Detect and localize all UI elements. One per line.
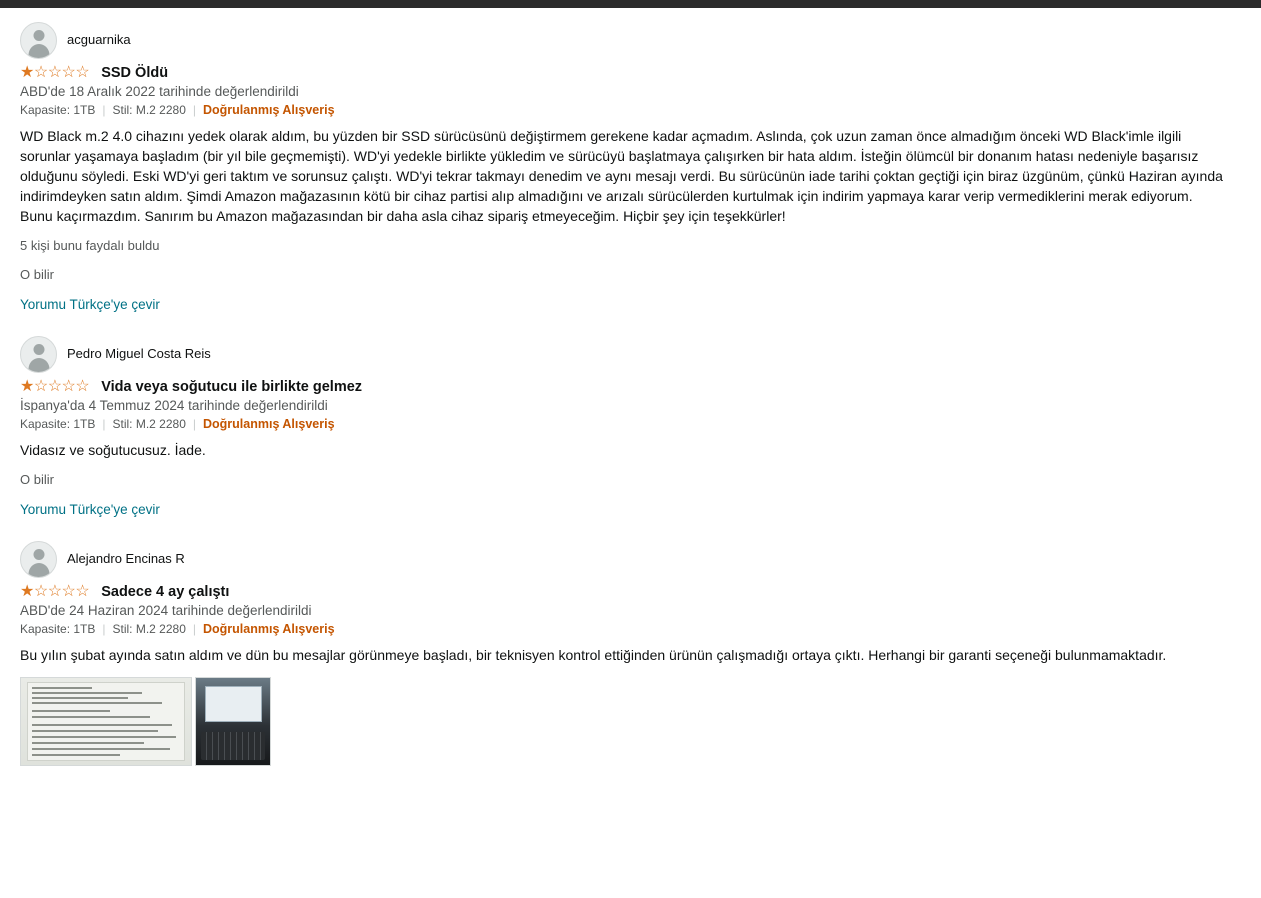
review-meta [20, 417, 1243, 431]
style-label: Stil: M.2 2280 [112, 103, 186, 117]
meta-divider: | [192, 417, 196, 432]
review-body: Vidasız ve soğutucusuz. İade. [20, 442, 206, 459]
reviewer-row [20, 541, 1243, 578]
review-date: ABD'de 24 Haziran 2024 tarihinde değerlendirildi [20, 603, 312, 619]
style-label: Stil: M.2 2280 [112, 622, 186, 637]
report-label[interactable]: O bilir [20, 472, 54, 488]
review-date: ABD'de 18 Aralık 2022 tarihinde değerlendirildi [20, 84, 299, 99]
review-meta [20, 622, 1243, 636]
photo-monitor [205, 686, 262, 722]
translate-review-link[interactable]: Yorumu Türkçe'ye çevir [20, 502, 160, 518]
capacity-label: Kapasite: 1TB [20, 622, 96, 637]
reviews-list [0, 22, 1261, 766]
photo-keyboard [201, 732, 265, 760]
star-rating[interactable]: ★☆☆☆☆ [20, 64, 90, 81]
review-item [20, 336, 1243, 527]
page-top-bar [0, 0, 1261, 8]
capacity-label: Kapasite: 1TB [20, 103, 96, 117]
avatar-icon [20, 336, 57, 373]
meta-divider: | [192, 622, 196, 637]
reviewer-row [20, 22, 1243, 59]
meta-divider: | [192, 103, 196, 117]
meta-divider: | [102, 103, 106, 117]
review-photo-laptop-setup[interactable] [195, 677, 271, 766]
review-photo-monitor-error[interactable] [20, 677, 192, 766]
review-title[interactable]: Vida veya soğutucu ile birlikte gelmez [101, 379, 363, 396]
reviewer-name[interactable]: acguarnika [67, 32, 131, 48]
rating-row [20, 379, 1243, 395]
review-title[interactable]: SSD Öldü [101, 65, 169, 81]
rating-row [20, 65, 1243, 81]
reviewer-name[interactable]: Pedro Miguel Costa Reis [67, 346, 211, 362]
review-item [20, 22, 1243, 322]
style-label: Stil: M.2 2280 [112, 417, 186, 432]
verified-purchase-badge: Doğrulanmış Alışveriş [203, 622, 335, 637]
star-rating[interactable]: ★☆☆☆☆ [20, 583, 90, 601]
avatar-icon [20, 22, 57, 59]
review-title[interactable]: Sadece 4 ay çalıştı [101, 584, 230, 601]
verified-purchase-badge: Doğrulanmış Alışveriş [203, 103, 335, 117]
review-date: İspanya'da 4 Temmuz 2024 tarihinde değerlendirildi [20, 398, 328, 414]
review-item [20, 541, 1243, 766]
review-body: Bu yılın şubat ayında satın aldım ve dün bu mesajlar görünmeye başladı, bir teknisyen kontrol ettiğinden ürünün çalışmadığı ortaya çıktı. Herhangi bir garanti seçeneği bulunmamaktadır. [20, 647, 1167, 664]
reviewer-name[interactable]: Alejandro Encinas R [67, 551, 185, 567]
review-body: WD Black m.2 4.0 cihazını yedek olarak aldım, bu yüzden bir SSD sürücüsünü değiştirmem gerekene kadar açmadım. Aslında, çok uzun zaman önce almadığım önceki WD Black'imle ilgili sorunlar yaşamaya başladım (bir yıl bile geçmemişti). WD'yi yedekle birlikte yükledim ve sürücüyü başlatmaya çalışırken bir hata aldım. İsteğin ölümcül bir donanım hatası nedeniyle başarısız olduğunu söyledi. Eski WD'yi geri taktım ve sorunsuz çalıştı. WD'yi tekrar takmayı denedim ve aynı mesajı verdi. Bu sürücünün iade tarihi çoktan geçtiği için biraz üzgünüm, çünkü Haziran ayında indirimdeyken satın aldım. Şimdi Amazon mağazasının kötü bir cihaz partisi alıp almadığını ve arızalı sürücülerden kurtulmak için indirim yapmaya karar verip vermediklerini merak ediyorum. Bunu kaçırmazdım. Sanırım bu Amazon mağazasından bir daha asla cihaz sipariş etmeyeceğim. Hiçbir şey için teşekkürler! [20, 128, 1223, 225]
review-meta [20, 103, 1243, 117]
verified-purchase-badge: Doğrulanmış Alışveriş [203, 417, 335, 432]
avatar-icon [20, 541, 57, 578]
reviewer-row [20, 336, 1243, 373]
meta-divider: | [102, 622, 106, 637]
report-label[interactable]: O bilir [20, 267, 54, 283]
capacity-label: Kapasite: 1TB [20, 417, 96, 432]
meta-divider: | [102, 417, 106, 432]
rating-row [20, 584, 1243, 600]
translate-review-link[interactable]: Yorumu Türkçe'ye çevir [20, 297, 160, 313]
helpful-count: 5 kişi bunu faydalı buldu [20, 238, 160, 254]
photo-screen-content [27, 682, 185, 761]
star-rating[interactable]: ★☆☆☆☆ [20, 378, 90, 396]
review-image-gallery [20, 677, 1243, 766]
